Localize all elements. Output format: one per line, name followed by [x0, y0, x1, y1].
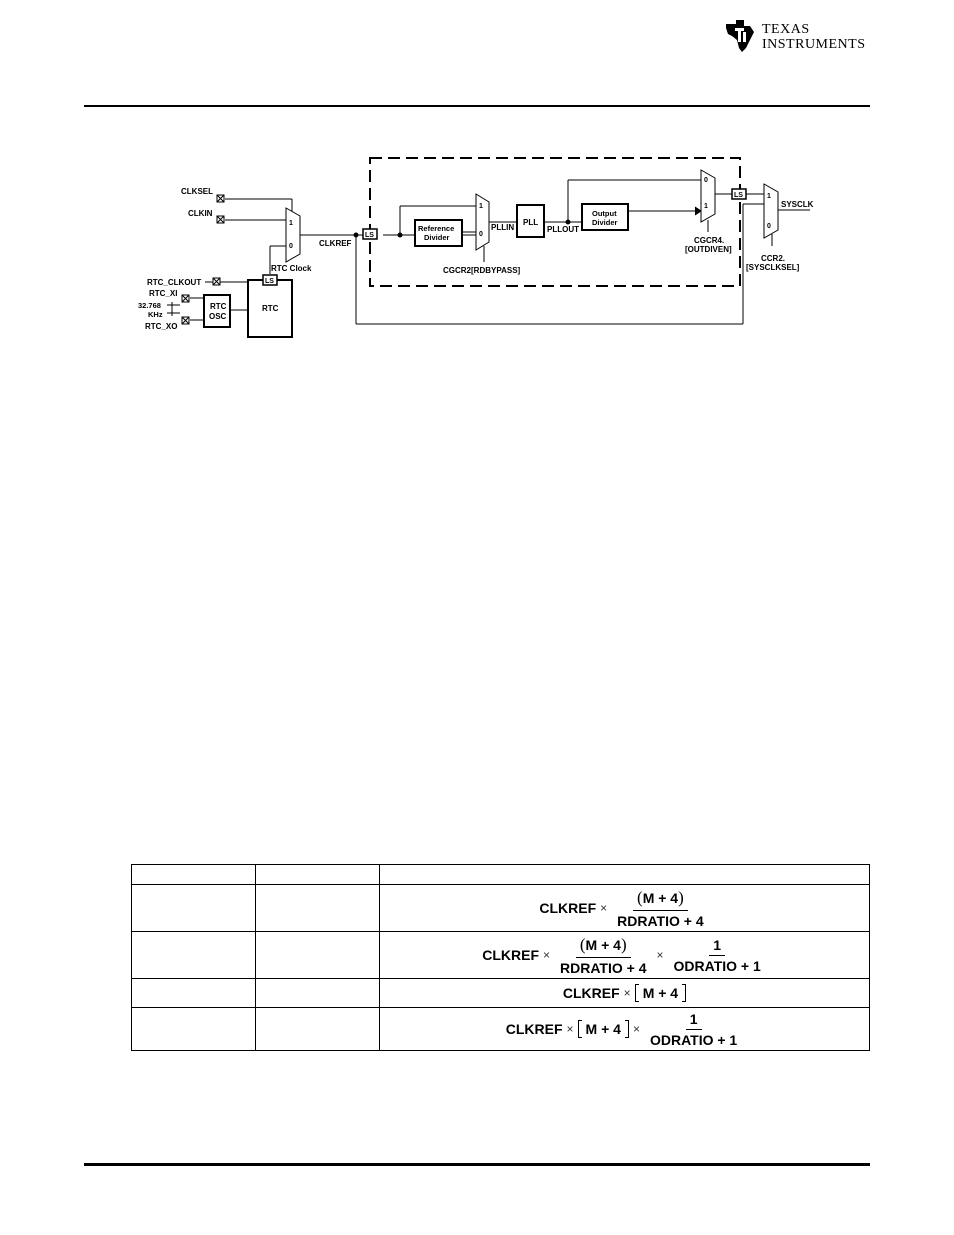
numerator: 1 — [686, 1011, 702, 1030]
label-out-divider-1: Output — [592, 209, 617, 218]
times-sign: × — [600, 901, 608, 915]
header-rule — [84, 105, 870, 107]
footer-rule — [84, 1163, 870, 1166]
left-bracket — [578, 1020, 582, 1038]
ti-state-icon — [722, 18, 758, 54]
numerator: M + 4 — [585, 936, 621, 953]
clkref-term: CLKREF — [539, 900, 597, 916]
label-clksel: CLKSEL — [181, 187, 213, 196]
label-crystal-freq: 32.768 — [138, 301, 161, 310]
ls-label-2: LS — [365, 232, 374, 239]
sysclk-equation-table — [131, 864, 870, 1051]
formula-cell — [380, 885, 870, 932]
denominator: ODRATIO + 1 — [649, 1031, 738, 1048]
logo-line2: INSTRUMENTS — [762, 37, 866, 52]
mux4-in1: 1 — [767, 193, 771, 200]
label-rtc-osc-2: OSC — [209, 312, 227, 321]
ls-label-3: LS — [734, 192, 743, 199]
bracket-term: M + 4 — [642, 985, 679, 1001]
table-row — [132, 885, 870, 932]
mux1-in0: 0 — [289, 243, 293, 250]
clock-diagram — [130, 150, 814, 345]
formula-cell — [380, 932, 870, 979]
numerator: 1 — [709, 937, 725, 956]
mux3-in0: 0 — [704, 177, 708, 184]
label-rtc-xo: RTC_XO — [145, 322, 178, 331]
right-bracket — [682, 984, 686, 1002]
ti-logo — [722, 18, 872, 58]
times-sign: × — [632, 1022, 640, 1036]
mux1-in1: 1 — [289, 220, 293, 227]
mux2-in1: 1 — [479, 203, 483, 210]
label-pllout: PLLOUT — [547, 225, 579, 234]
logo-line1: TEXAS — [762, 22, 810, 37]
label-ref-divider-2: Divider — [424, 233, 450, 242]
denominator: RDRATIO + 4 — [560, 959, 647, 976]
label-rtc-xi: RTC_XI — [149, 289, 178, 298]
table-row — [132, 932, 870, 979]
fraction: $\frac{(M + 4)}{\text{RDRATIO + 4}}$ — [613, 888, 707, 929]
table-row — [132, 979, 870, 1008]
label-clkin: CLKIN — [188, 209, 213, 218]
label-rtc-clock: RTC Clock — [271, 264, 312, 273]
denominator: ODRATIO + 1 — [673, 957, 761, 974]
label-cgcr4-2: [OUTDIVEN] — [685, 245, 732, 254]
left-bracket — [635, 984, 639, 1002]
numerator: M + 4 — [642, 889, 679, 906]
times-sign: × — [656, 948, 664, 962]
mux1 — [286, 208, 300, 262]
rtc-osc-block — [204, 295, 230, 327]
label-clkref: CLKREF — [319, 239, 352, 248]
mux2-in0: 0 — [479, 231, 483, 238]
times-sign: × — [543, 948, 551, 962]
clkref-term: CLKREF — [482, 947, 539, 963]
times-sign: × — [623, 986, 631, 1000]
mux3-in1: 1 — [704, 203, 708, 210]
label-sysclk: SYSCLK — [781, 200, 814, 209]
label-rtc-osc-1: RTC — [210, 302, 227, 311]
label-ccr2-2: [SYSCLKSEL] — [746, 263, 800, 272]
formula-cell — [380, 979, 870, 1008]
label-ref-divider-1: Reference — [418, 224, 455, 233]
label-cgcr4-1: CGCR4. — [694, 236, 725, 245]
label-cgcr2: CGCR2[RDBYPASS] — [443, 266, 521, 275]
fraction: $\frac{(M + 4)}{\text{RDRATIO + 4}}$ — [556, 935, 650, 976]
mux4-in0: 0 — [767, 223, 771, 230]
label-rtc-clkout: RTC_CLKOUT — [147, 278, 202, 287]
fraction — [670, 937, 765, 974]
label-out-divider-2: Divider — [592, 218, 618, 227]
right-bracket — [625, 1020, 629, 1038]
bracket-term: M + 4 — [585, 1021, 621, 1037]
clkref-term: CLKREF — [562, 985, 620, 1001]
fraction — [646, 1011, 741, 1048]
ls-label-1: LS — [265, 278, 274, 285]
times-sign: × — [566, 1022, 574, 1036]
label-pllin: PLLIN — [491, 223, 515, 232]
label-crystal-unit: KHz — [148, 310, 163, 319]
label-rtc: RTC — [262, 304, 279, 313]
label-pll: PLL — [523, 218, 539, 227]
label-ccr2-1: CCR2. — [761, 254, 786, 263]
denominator: RDRATIO + 4 — [617, 912, 704, 929]
table-row — [132, 1008, 870, 1051]
table-header-row — [132, 865, 870, 885]
clkref-term: CLKREF — [505, 1021, 563, 1037]
formula-cell — [380, 1008, 870, 1051]
